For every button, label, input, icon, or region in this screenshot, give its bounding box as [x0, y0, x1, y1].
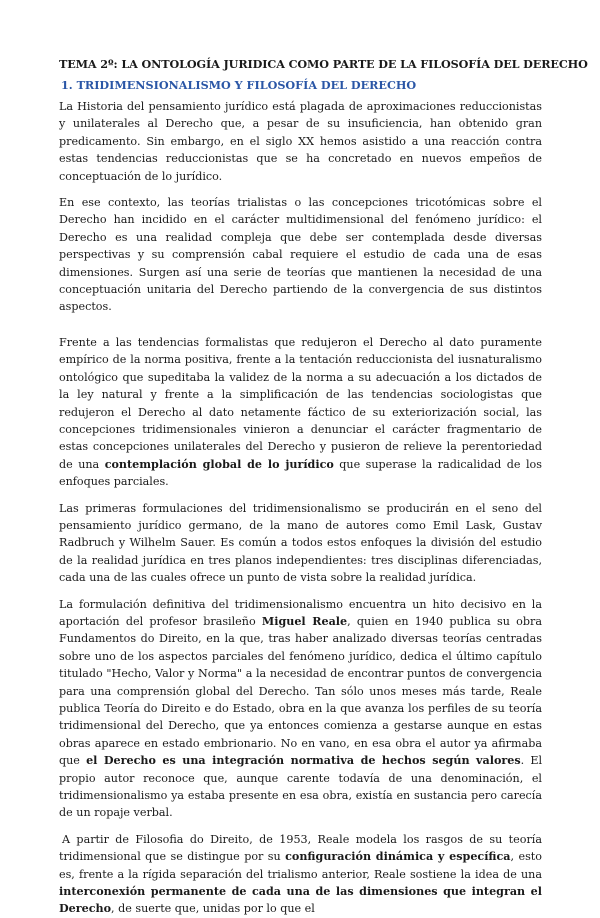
paragraph-5-text-mid: , quien en 1940 publica su obra Fundamentos do Direito, en la que, tras haber analizado diversas teorías centradas sobre uno de los aspectos parciales del fenómeno jurídico, dedica el último capítulo titulado "Hecho, Valor y Norma" a la necesidad de encontrar puntos de convergencia para una comprensión global del Derecho. Tan sólo unos meses más tarde, Reale publica Teoría do Direito e do Estado, obra en la que avanza los perfiles de su teoría tridimensional del Derecho, que ya entonces comienza a gestarse aunque en estas obras aparece en estado embrionario. No en vano, en esa obra el autor ya afirmaba que: [59, 614, 542, 768]
paragraph-3: [59, 334, 542, 491]
paragraph-5-bold-name: Miguel Reale: [261, 614, 348, 628]
paragraph-6: [59, 831, 542, 918]
paragraph-5-text: La formulación definitiva del tridimensionalismo encuentra un hito decisivo en la aportación del profesor brasileño: [59, 597, 542, 628]
section-heading: 1. TRIDIMENSIONALISMO Y FILOSOFÍA DEL DERECHO: [61, 78, 417, 92]
paragraph-3-text-end: que superase la radicalidad de los enfoques parciales.: [59, 457, 542, 489]
paragraph-3-text: Frente a las tendencias formalistas que redujeron el Derecho al dato puramente empírico de la norma positiva, frente a la tentación reduccionista del iusnaturalismo ontológico que supeditaba la validez de la norma a su adecuación a los dictados de la ley natural y frente a la simplificación de las tendencias sociologistas que redujeron el Derecho al dato netamente fáctico de su exteriorización social, las concepciones tridimensionales vinieron a denunciar el carácter fragmentario de estas concepciones unilaterales del Derecho y pusieron de relieve la perentoriedad de una: [59, 335, 542, 471]
paragraph-2: En ese contexto, las teorías trialistas o las concepciones tricotómicas sobre el Derecho han incidido en el carácter multidimensional del fenómeno jurídico: el Derecho es una realidad compleja que debe ser contemplada desde diversas perspectivas y su comprensión cabal requiere el estudio de cada una de esas dimensiones. Surgen así una serie de teorías que mantienen la necesidad de una conceptuación unitaria del Derecho partiendo de la convergencia de sus distintos aspectos.: [59, 196, 542, 314]
document-title: TEMA 2º: LA ONTOLOGÍA JURIDICA COMO PARTE DE LA FILOSOFÍA DEL DERECHO: [59, 57, 588, 71]
paragraph-5: [59, 596, 542, 822]
paragraph-6-bold-2: interconexión permanente de cada una de las dimensiones que integran el Derecho: [59, 885, 542, 916]
paragraph-6-text-mid: , esto es, frente a la rígida separación del trialismo anterior, Reale sostiene la idea de una: [59, 850, 542, 881]
paragraph-5-bold-definition: el Derecho es una integración normativa de hechos según valores: [86, 754, 521, 768]
paragraph-1: La Historia del pensamiento jurídico está plagada de aproximaciones reduccionistas y unilaterales al Derecho que, a pesar de su insuficiencia, han obtenido gran predicamento. Sin embargo, en el siglo XX hemos asistido a una reacción contra estas tendencias reduccionistas que se ha concretado en nuevos empeños de conceptuación de lo jurídico.: [59, 100, 542, 183]
paragraph-6-text: A partir de Filosofia do Direito, de 1953, Reale modela los rasgos de su teoría tridimensional que se distingue por su: [59, 832, 542, 864]
paragraph-6-bold-1: configuración dinámica y específica: [285, 850, 511, 864]
paragraph-3-bold: contemplación global de lo jurídico: [104, 457, 334, 471]
paragraph-5-text-end: . El propio autor reconoce que, aunque carente todavía de una denominación, el tridimensionalismo ya estaba presente en esa obra, existía en sustancia pero carecía de un ropaje verbal.: [59, 754, 543, 820]
paragraph-6-text-end: , de suerte que, unidas por lo que el: [111, 902, 315, 916]
paragraph-4: Las primeras formulaciones del tridimensionalismo se producirán en el seno del pensamiento jurídico germano, de la mano de autores como Emil Lask, Gustav Radbruch y Wilhelm Sauer. Es común a todos estos enfoques la división del estudio de la realidad jurídica en tres planos independientes: tres disciplinas diferenciadas, cada una de las cuales ofrece un punto de vista sobre la realidad jurídica.: [59, 501, 542, 585]
